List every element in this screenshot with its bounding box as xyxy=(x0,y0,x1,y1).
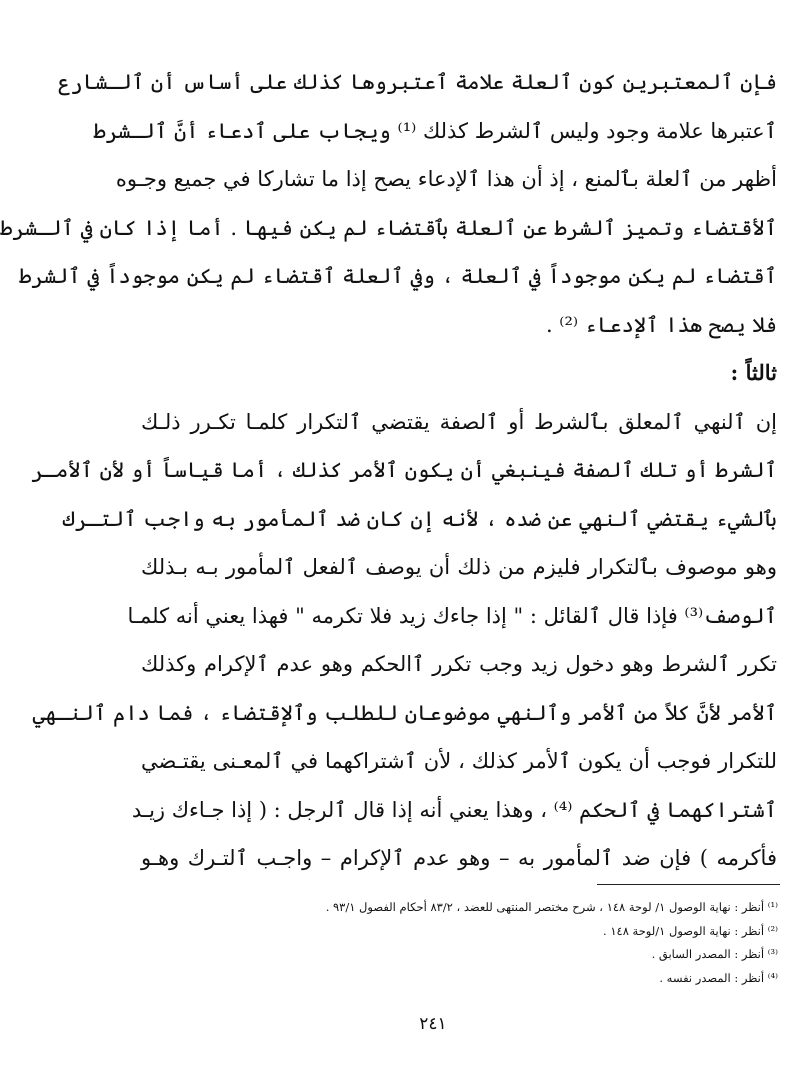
page-number: ٢٤١ xyxy=(419,1014,447,1034)
text-line: ٱشتراكهما في ٱلحكم ⁽⁴⁾ ، وهذا يعني أنه إذا قال ٱلرجل : ( إذا جـاءك زيـد xyxy=(131,797,777,822)
text-line: إن ٱلنهي ٱلمعلق بٱلشرط أو ٱلصفة يقتضي ٱلتكرار كلمـا تكـرر ذلـك xyxy=(141,409,777,434)
text-line: فأكرمه ) فإن ضد ٱلمأمور به – وهو عدم ٱلإكرام – واجـب ٱلتـرك وهـو xyxy=(141,846,777,870)
text-line: بٱلشيء يقتضي ٱلنهي عن ضده ، لأنه إن كان ضد ٱلمأمور به واجب ٱلتـرك xyxy=(62,506,777,531)
footnote-item: ⁽¹⁾ أنظر : نهاية الوصول ١/ لوحة ١٤٨ ، شرح مختصر المنتهى للعضد ، ٨٣/٢ أحكام الفصول ٩٣/١ . xyxy=(325,900,778,914)
text-line: للتكرار فوجب أن يكون ٱلأمر كذلك ، لأن ٱشتراكهما في ٱلمعـنى يقتـضي xyxy=(141,749,777,773)
text-line: وهو موصوف بٱلتكرار فليزم من ذلك أن يوصف ٱلفعل ٱلمأمور بـه بـذلك xyxy=(141,555,777,579)
text-line: ٱلوصف⁽³⁾ فإذا قال ٱلقائل : " إذا جاءك زيد فلا تكرمه " فهذا يعني أنه كلمـا xyxy=(127,603,777,628)
text-line: ٱلأقتضاء وتميز ٱلشرط عن ٱلعلة بٱقتضاء لم يكن فيها . أما إذا كان في ٱلـشرط xyxy=(0,215,777,240)
section-heading: ثالثاً : xyxy=(730,360,777,385)
text-line: ٱقتضاء لم يكن موجوداً في ٱلعلة ، وفي ٱلعلة ٱقتضاء لم يكن موجوداً في ٱلشرط xyxy=(19,264,777,288)
text-line: تكرر ٱلشرط وهو دخول زيد وجب تكرر ٱالحكم وهو عدم ٱلإكرام وكذلك xyxy=(141,652,777,676)
text-line: ٱعتبرها علامة وجود وليس ٱلشرط كذلك ⁽¹⁾ ويجاب على ٱدعاء أنَّ ٱلـشرط xyxy=(93,118,777,143)
text-line: ٱلشرط أو تلك ٱلصفة فينبغي أن يكون ٱلأمر كذلك ، أما قياساً أو لأن ٱلأمـر xyxy=(31,458,777,482)
footnote-item: ⁽³⁾ أنظر : المصدر السابق . xyxy=(651,947,778,961)
main-text xyxy=(0,58,777,883)
text-line: فلا يصح هذا ٱلإدعاء ⁽²⁾ . xyxy=(545,312,777,337)
footnote-divider xyxy=(597,884,780,885)
footnote-item: ⁽²⁾ أنظر : نهاية الوصول ١/لوحة ١٤٨ . xyxy=(603,923,778,938)
text-line: فإن ٱلمعتبرين كون ٱلعلة علامة ٱعتبروها كذلك على أساس أن ٱلـشارع xyxy=(58,70,777,94)
text-line: ٱلأمر لأنَّ كلاً من ٱلأمر وٱلنهي موضوعان للطلب وٱلإقتضاء ، فما دام ٱلنـهي xyxy=(32,700,777,725)
footnotes xyxy=(257,896,778,990)
footnote-item: ⁽⁴⁾ أنظر : المصدر نفسه . xyxy=(659,970,778,985)
text-line: أظهر من ٱلعلة بٱلمنع ، إذ أن هذا ٱلإدعاء يصح إذا ما تشاركا في جميع وجـوه xyxy=(115,167,777,191)
